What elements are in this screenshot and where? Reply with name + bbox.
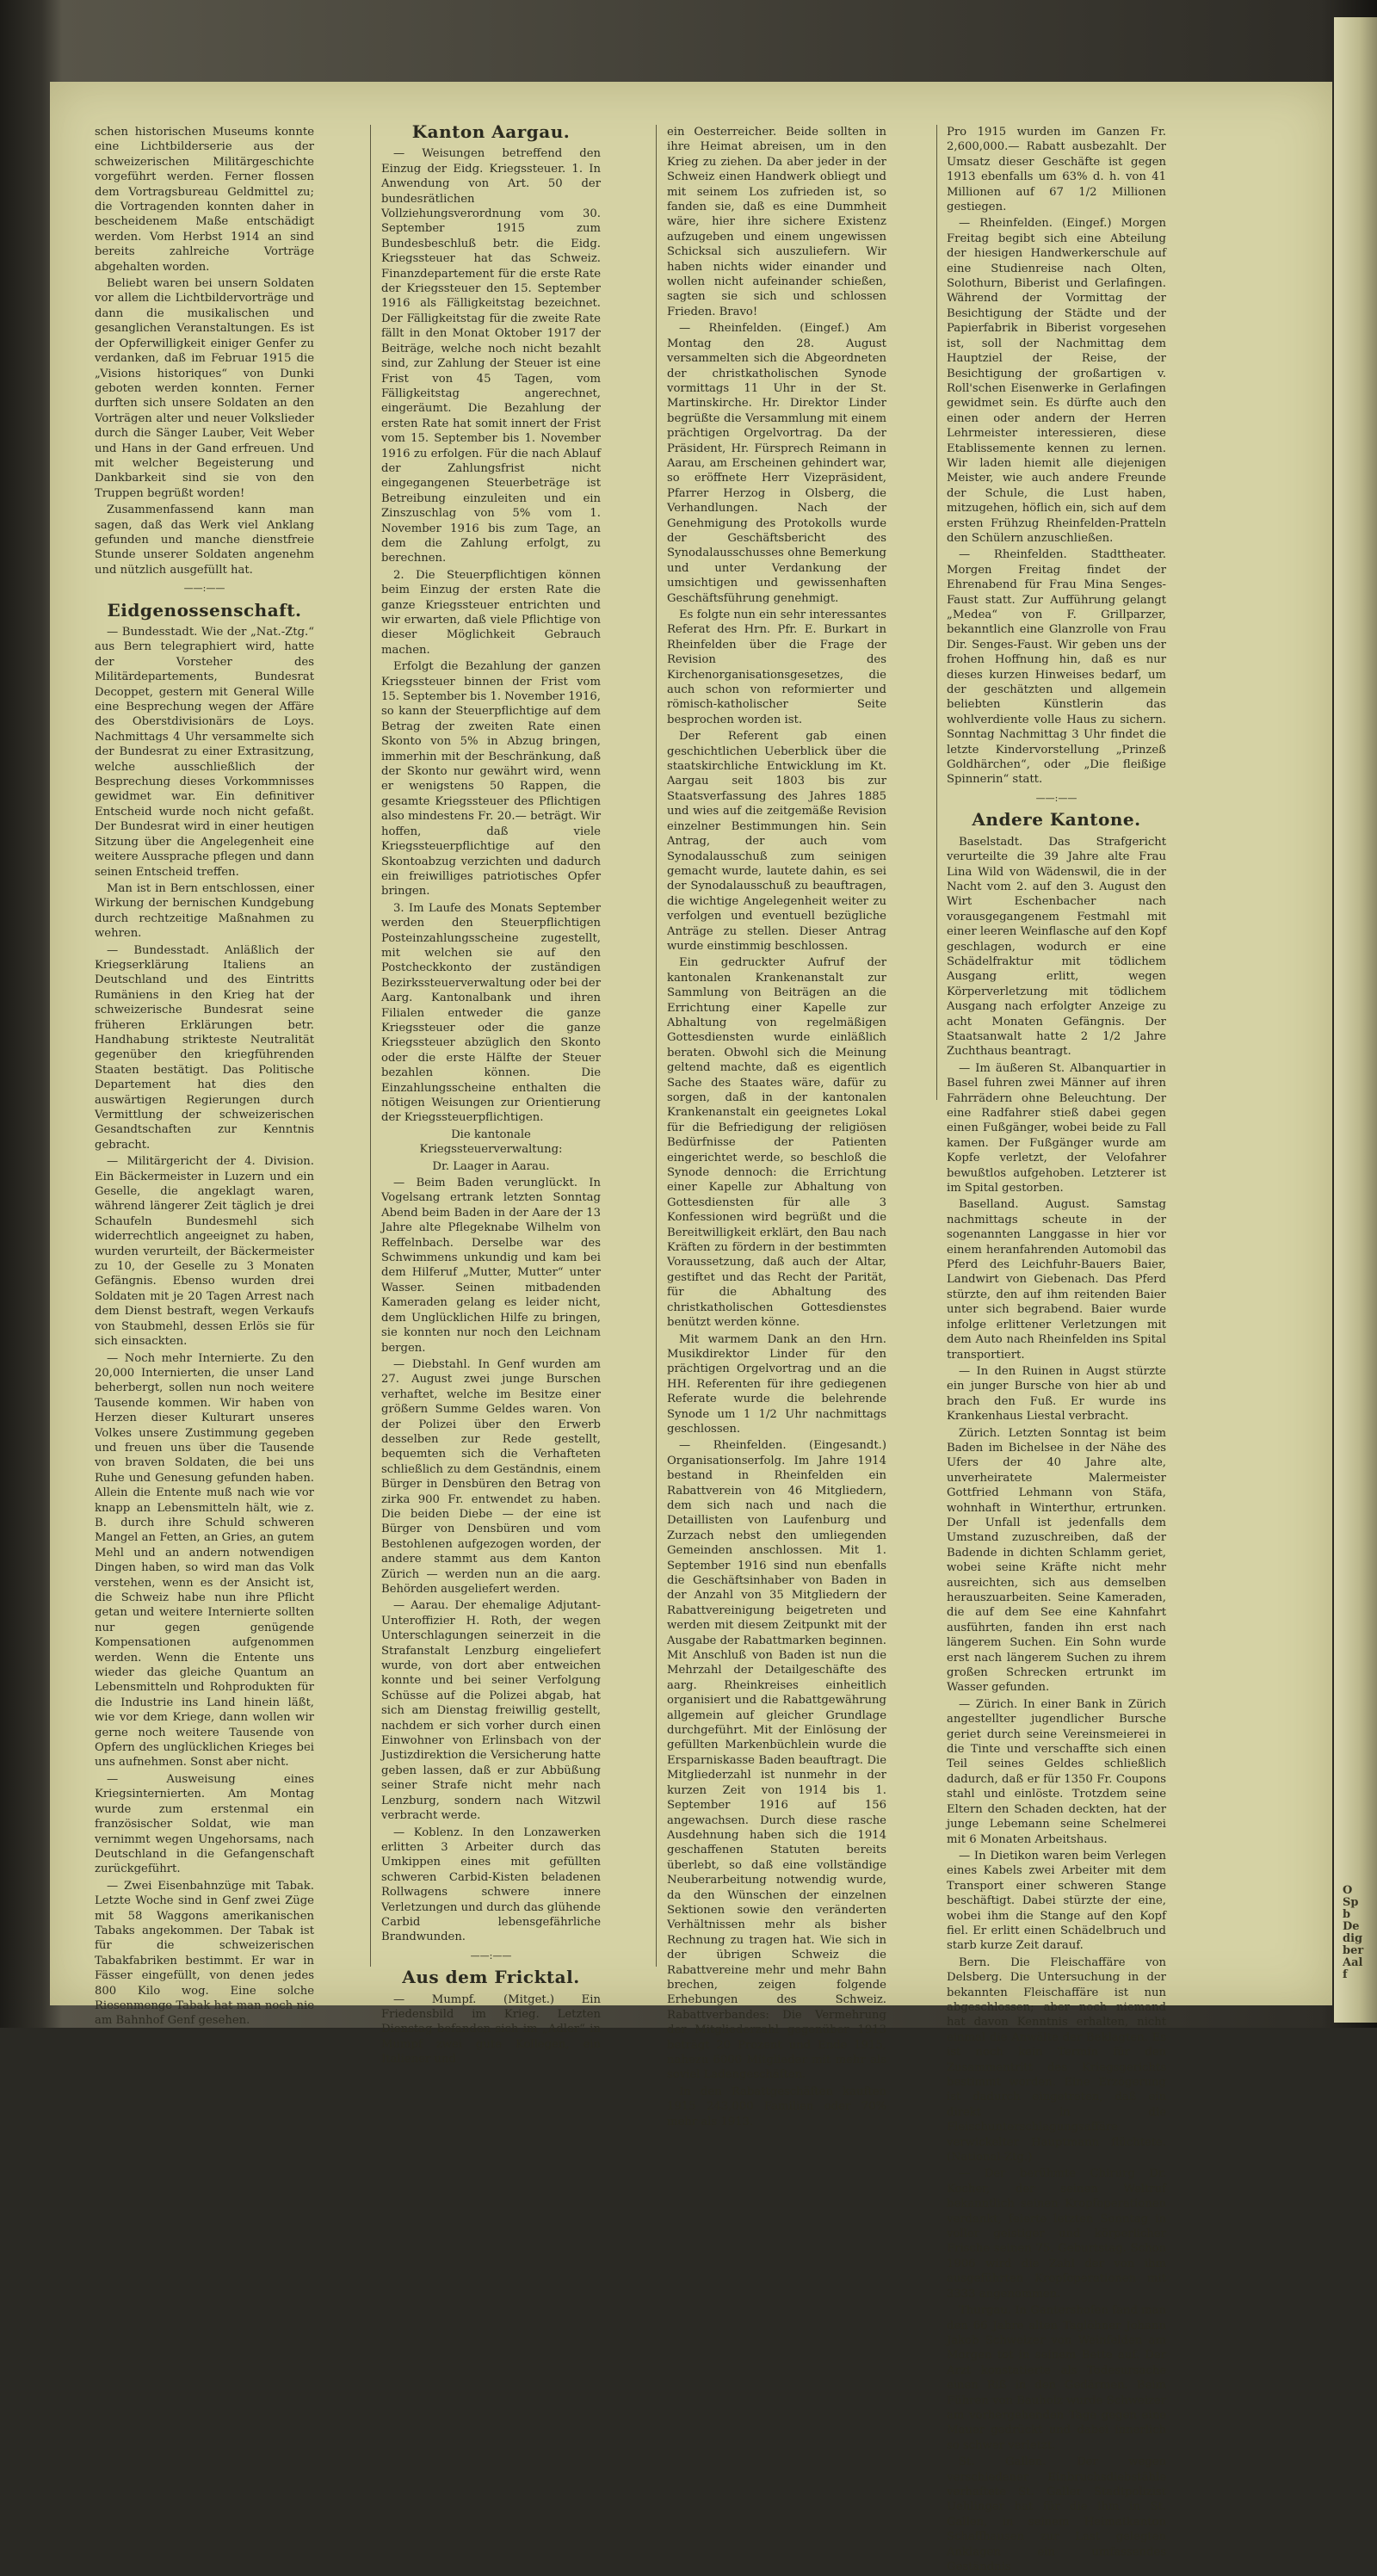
paragraph: Ein gedruckter Aufruf der kantonalen Krankenanstalt zur Sammlung von Beiträgen an die Errichtung einer Kapelle zur Abhaltung von regelmäßigen Gottesdiensten wurde einläßlich beraten. Obwohl sich die Meinung geltend machte, daß es eigentlich Sache des Staates wäre, dafür zu sorgen, daß in der kantonalen Krankenanstalt ein geeignetes Lokal für die Befriedigung der religiösen Bedürfnisse der Patienten eingerichtet werde, so beschloß die Synode dennoch: die Errichtung einer Kapelle zur Abhaltung von Gottesdiensten für alle 3 Konfessionen wird begrüßt und die Bereitwilligkeit erklärt, den Bau nach Kräften zu fördern in der bestimmten Voraussetzung, daß auch der Altar, gestiftet und das Recht der Parität, für die Abhaltung des christkatholischen Gottesdienstes benützt werden könne. — [667, 956, 886, 1330]
section-divider: ——:—— — [470, 1949, 512, 1961]
paragraph: — Der berühmte Chirurg Dr. Kocher, der seinen Weltruf bekanntlich seinen Kropfoperationen verdankt, feierte letzten Sonntag in voller geistiger und körperlicher Frische seinen 75. Geburtstag. Schon 1906 wird die Zahl der von ihm ausgeführten Kropfoperationen mit 3333 angenommen. — [947, 2167, 1166, 2301]
paragraph: — Beim Baden verunglückt. In Vogelsang ertrank letzten Sonntag Abend beim Baden in der Aare der 13 Jahre alte Pflegeknabe Wilhelm von Reffelnbach. Derselbe war des Schwimmens unkundig und kam bei dem Hilferuf „Mutter, Mutter“ unter Wasser. Seinen mitbadenden Kameraden gelang es leider nicht, dem Unglücklichen Hilfe zu bringen, sie konnten nur noch den Leichnam bergen. — [381, 1177, 601, 1355]
paragraph: — Zürich. In einer Bank in Zürich angestellter jugendlicher Bursche geriet durch seine Vereinsmeierei in die Tinte und verschaffte sich einen Teil seines Geldes schließlich dadurch, daß er für 1350 Fr. Coupons stahl und einlöste. Trotzdem seine Eltern den Schaden deckten, hat der junge Lebemann seine Schelmerei mit 6 Monaten Arbeitshaus. — [947, 1697, 1166, 1846]
paragraph: Baselstadt. Das Strafgericht verurteilte die 39 Jahre alte Frau Lina Wild von Wädenswil, die in der Nacht vom 2. auf den 3. August den Wirt Eschenbacher nach vorausgegangenem Festmahl mit einer leeren Weinflasche auf den Kopf geschlagen, wodurch er eine Schädelfraktur mit tödlichem Ausgang erlitt, wegen Körperverletzung mit tödlichem Ausgang nach erfolgter Anzeige zu acht Monaten Gefängnis. Der Staatsanwalt hatte 2 1/2 Jahre Zuchthaus beantragt. — [947, 835, 1166, 1059]
paragraph: — Diebstahl. In Genf wurden am 27. August zwei junge Burschen verhaftet, welche im Besitze einer größern Summe Geldes waren. Von der Polizei über den Erwerb desselben zur Rede gestellt, bequemten sich die Verhafteten schließlich zu dem Geständnis, einem Bürger in Densbüren den Betrag von zirka 900 Fr. entwendet zu haben. Die beiden Diebe — der eine ist Bürger von Densbüren und vom Bestohlenen aufgezogen worden, der andere stammt aus dem Kanton Zürich — werden nun an die aarg. Behörden ausgeliefert werden. — [381, 1357, 601, 1596]
paragraph: Erfolgt die Bezahlung der ganzen Kriegssteuer binnen der Frist vom 15. September bis 1. November 1916, so kann der Steuerpflichtige auf dem Betrag der zweiten Rate einen Skonto von 5% in Abzug bringen, immerhin mit der Beschränkung, daß der Skonto nur gewährt wird, wenn er wenigstens 50 Rappen, die gesamte Kriegssteuer des Pflichtigen also mindestens Fr. 20.— beträgt. Wir hoffen, daß viele Kriegssteuerpflichtige auf den Skontoabzug verzichten und dadurch ein freiwilliges patriotisches Opfer bringen. — [381, 660, 601, 899]
paragraph: Der Referent gab einen geschichtlichen Ueberblick über die staatskirchliche Entwicklung im Kt. Aargau seit 1803 bis zur Staatsverfassung des Jahres 1885 und wies auf die zeitgemäße Revision einzelner Bestimmungen hin. Sein Antrag, der auch vom Synodalausschuß zum seinigen gemacht wurde, lautete dahin, es sei der Synodalausschuß zu beauftragen, die wichtige Angelegenheit weiter zu verfolgen und eventuell bezügliche Anträge zu stellen. Dieser Antrag wurde einstimmig beschlossen. — [667, 730, 886, 953]
column-rule — [370, 125, 371, 1967]
paragraph: Zürich. Letzten Sonntag ist beim Baden im Bichelsee in der Nähe des Ufers der 40 Jahre alte, unverheiratete Malermeister Gottfried Lehmann von Stäfa, wohnhaft in Winterthur, ertrunken. Der Unfall ist jedenfalls dem Umstand zuzuschreiben, daß der Badende in dichten Schlamm geriet, wobei seine Kräfte nicht mehr ausreichten, sich aus demselben herauszuarbeiten. Seine Kameraden, die auf dem See eine Kahnfahrt ausführten, fanden ihn erst nach längerem Suchen. Ein Sohn wurde erst nach längerem Suchen zu ihrem großen Schrecken ertrunkt im Wasser gefunden. — [947, 1426, 1166, 1695]
adjacent-page-edge — [1334, 17, 1377, 2023]
section-heading: Andere Kantone. — [972, 809, 1141, 831]
paragraph: — In Dietikon waren beim Verlegen eines Kabels zwei Arbeiter mit dem Transport einer schweren Stange beschäftigt. Dabei stürzte der eine, wobei ihm die Stange auf den Kopf fiel. Er erlitt einen Schädelbruch und starb kurze Zeit darauf. — [947, 1849, 1166, 1953]
paragraph: — Noch mehr Internierte. Zu den 20,000 Internierten, die unser Land beherbergt, sollen nun noch weitere Tausende kommen. Wir haben von Herzen dieser Kulturart unseres Volkes unsere Zustimmung gegeben und freuen uns über die Tausende von braven Soldaten, die bei uns Ruhe und Genesung gefunden haben. Allein die Entente muß nach wie vor knapp an Lebensmitteln hält, wie z. B. durch ihre Schuld schweren Mangel an Fetten, an Gries, an gutem Mehl und an andern notwendigen Dingen haben, so wird man das Volk verstehen, wenn es der Ansicht ist, die Schweiz habe nun ihre Pflicht getan und weitere Internierte sollten nur gegen genügende Kompensationen aufgenommen werden. Wenn die Entente uns wieder das gleiche Quantum an Lebensmitteln und Rohprodukten für die Industrie ins Land hinein läßt, wie vor dem Kriege, dann wollen wir gerne noch weitere Tausende von Opfern des unglücklichen Krieges bei uns aufnehmen. Sonst aber nicht. — [95, 1351, 314, 1770]
paragraph: Man ist in Bern entschlossen, einer Wirkung der bernischen Kundgebung durch rechtzeitige Maßnahmen zu wehren. — [95, 881, 314, 941]
column-4 — [947, 125, 1166, 2576]
signature-line: Die kantonale Kriegssteuerverwaltung: — [419, 1127, 563, 1157]
paragraph: — Bundesstadt. Wie der „Nat.-Ztg.“ aus Bern telegraphiert wird, hatte der Vorsteher des Militärdepartements, Bundesrat Decoppet, gestern mit General Wille eine Besprechung wegen der Affäre des Oberstdivisionärs de Loys. Nachmittags 4 Uhr versammelte sich der Bundesrat zu einer Extrasitzung, welche ausschließlich der Besprechung dieses Vorkommnisses gewidmet war. Ein definitiver Entscheid wurde noch nicht gefaßt. Der Bundesrat wird in einer heutigen Sitzung über die Angelegenheit eine weitere Aussprache pflegen und dann seinen Entscheid treffen. — [95, 626, 314, 879]
paragraph: — Ausweisung eines Kriegsinternierten. Am Montag wurde zum erstenmal ein französischer Soldat, wie man vernimmt wegen Ungehorsams, nach Deutschland in die Gefangenschaft zurückgeführt. — [95, 1772, 314, 1876]
section-heading: Eidgenossenschaft. — [107, 599, 302, 621]
column-rule — [936, 125, 937, 1100]
paragraph: — Militärgericht der 4. Division. Ein Bäckermeister in Luzern und ein Geselle, die angeklagt waren, während längerer Zeit täglich je drei Schaufeln Bundesmehl sich widerrechtlich angeeignet zu haben, wurden verurteilt, der Bäckermeister zu 10, der Geselle zu 3 Monaten Gefängnis. Ebenso wurden drei Soldaten mit je 20 Tagen Arrest nach dem Dienst bestraft, wegen Verkaufs von Staubmehl, dessen Erlös sie für sich einsackten. — [95, 1155, 314, 1349]
section-divider: ——:—— — [183, 583, 225, 595]
paragraph: Beliebt waren bei unsern Soldaten vor allem die Lichtbildervorträge und dann die musikalischen und gesanglichen Veranstaltungen. Es ist der Opferwilligkeit einiger Genfer zu verdanken, daß im Februar 1915 die „Visions historiques“ von Dunki geboten werden konnten. Ferner durften sich unsere Soldaten an den Vorträgen alter und neuer Volkslieder durch die Sänger Lauber, Veit Weber und Hans in der Gand erfreuen. Und mit welcher Begeisterung und Dankbarkeit sind sie von den Truppen begrüßt worden! — [95, 277, 314, 500]
paragraph: — Rheinfelden. (Eingesandt.) Organisationserfolg. Im Jahre 1914 bestand in Rheinfelden ein Rabattverein von 46 Mitgliedern, dem sich nach und nach die Detaillisten von Laufenburg und Zurzach nebst den umliegenden Gemeinden anschlossen. Mit 1. September 1916 sind nun ebenfalls die Geschäftsinhaber von Baden in der Anzahl von 35 Mitgliedern der Rabattvereinigung beigetreten und werden mit diesem Zeitpunkt mit der Ausgabe der Rabattmarken beginnen. Mit Anschluß von Baden ist nun die Mehrzahl der Detailgeschäfte des aarg. Rheinkreises einheitlich organisiert und die Rabattgewährung allgemein auf gleicher Grundlage durchgeführt. Mit der Einlösung der gefüllten Markenbüchlein wurde die Ersparniskasse Baden beauftragt. Die Mitgliederzahl ist nunmehr in der kurzen Zeit von 1914 bis 1. September 1916 auf 156 angewachsen. Durch diese rasche Ausdehnung haben sich die 1914 geschaffenen Statuten bereits überlebt, so daß eine vollständige Neuberarbeitung notwendig wurde, da den Wünschen der einzelnen Sektionen sowie den veränderten Verhältnissen mehr als bisher Rechnung zu tragen hat. Wie sich in der übrigen Schweiz die Rabattvereine mehr und mehr Bahn brechen, zeigen folgende Erhebungen des Schweiz. Rabattverbandes: Die Vermehrung der Mitgliederzahl gegenüber 1913 beträgt 20 Prozent und Ende 1915, nahezu 6000 Mitglieder mit mehr als soviel Ladengeschäften. — [667, 1439, 886, 2082]
paragraph: — Rheinfelden. Stadttheater. Morgen Freitag findet der Ehrenabend für Frau Mina Senges-Faust statt. Zur Aufführung gelangt „Medea“ von F. Grillparzer, bekanntlich eine Glanzrolle von Frau Dir. Senges-Faust. Wir geben uns der frohen Hoffnung hin, daß es nur dieses kurzen Hinweises bedarf, um der geschätzten und allgemein beliebten Künstlerin das wohlverdiente volle Haus zu sichern. Sonntag Nachmittag 3 Uhr findet die letzte Kindervorstellung „Prinzeß Goldhärchen“, oder „Die fleißige Spinnerin“ statt. — [947, 548, 1166, 787]
paragraph: Thurgau. In Gantershofen fand man den 66 Jahre alten Taglöhner Johann Jakob Schweizer von Weinfelden am Morgen tot in seinem Bette auf. Der Arzt konstatierte als Todesursache einen Riß in den Gedärmen. Beim Führen von Bauholz wurde Schweizer am vorhergehenden Tage gegen eine Mauer gedrückt und dabei innerlich so schwer verletzt. — [947, 2304, 1166, 2452]
paragraph: — Bundesstadt. Anläßlich der Kriegserklärung Italiens an Deutschland und des Eintritts Rumäniens in den Krieg hat der schweizerische Bundesrat seine früheren Erklärungen betr. Handhabung strikteste Neutralität gegenüber den kriegführenden Staaten bestätigt. Das Politische Departement hat dies den auswärtigen Regierungen durch Vermittlung der schweizerischen Gesandtschaften zur Kenntnis gebracht. — [95, 943, 314, 1152]
section-heading: Kanton Aargau. — [411, 121, 571, 142]
paragraph: — Weisungen betreffend den Einzug der Eidg. Kriegssteuer. 1. In Anwendung von Art. 50 der bundesrätlichen Vollziehungsverordnung vom 30. September 1915 zum Bundesbeschluß betr. die Eidg. Kriegssteuer hat das Schweiz. Finanzdepartement für die erste Rate der Kriegssteuer den 15. September 1916 als Fälligkeitstag bezeichnet. Der Fälligkeitstag für die zweite Rate fällt in den Monat Oktober 1917 der Beiträge, welche noch nicht bezahlt sind, zur Zahlung der Steuer ist eine Frist von 45 Tagen, vom Fälligkeitstag angerechnet, eingeräumt. Die Bezahlung der ersten Rate hat somit innert der Frist vom 15. September bis 1. November 1916 zu erfolgen. Für die nach Ablauf der Zahlungsfrist nicht eingegangenen Steuerbeträge ist Betreibung einzuleiten und ein Zinszuschlag von 5% vom 1. November 1916 bis zum Tage, an dem die Zahlung erfolgt, zu berechnen. — [381, 147, 601, 565]
column-rule — [656, 125, 657, 1967]
paragraph: — Aarau. Der ehemalige Adjutant-Unteroffizier H. Roth, der wegen Unterschlagungen seinerzeit in die Strafanstalt Lenzburg eingeliefert wurde, von dort aber entweichen konnte und bei seiner Verfolgung Schüsse auf die Polizei abgab, hat sich am Dienstag freiwillig gestellt, nachdem er sich vorher durch einen Einwohner von Erlinsbach von der Justizdirektion die Versicherung hatte geben lassen, daß er zur Abbüßung seiner Strafe nicht mehr nach Lenzburg, sondern nach Witzwil verbracht werde. — [381, 1599, 601, 1823]
paragraph: 3. Im Laufe des Monats September werden den Steuerpflichtigen Posteinzahlungsscheine zugestellt, mit welchen sie auf den Postcheckkonto der zuständigen Bezirkssteuerverwaltung oder bei der Aarg. Kantonalbank und ihren Filialen entweder die ganze Kriegssteuer oder die ganze Kriegssteuer abzüglich den Skonto oder die erste Hälfte der Steuer bezahlen können. Die Einzahlungsscheine enthalten die nötigen Weisungen zur Orientierung der Kriegssteuerpflichtigen. — [381, 901, 601, 1125]
paragraph: Mit warmem Dank an den Hrn. Musikdirektor Linder für den prächtigen Orgelvortrag und an die HH. Referenten für ihre gediegenen Referate wurde die belehrende Synode um 1 1/2 Uhr nachmittags geschlossen. — [667, 1332, 886, 1436]
paragraph: — Rheinfelden. (Eingef.) Morgen Freitag begibt sich eine Abteilung der hiesigen Handwerkerschule auf eine Studienreise nach Olten, Solothurn, Biberist und Gerlafingen. Während der Vormittag der Besichtigung der Städte und der Papierfabrik in Biberist vorgesehen ist, soll der Nachmittag dem Hauptziel der Reise, der Besichtigung der großartigen v. Roll'schen Eisenwerke in Gerlafingen gewidmet sein. Es dürfte auch den einen oder andern der Herren Lehrmeister interessieren, diese Etablissemente kennen zu lernen. Wir laden hiemit alle diejenigen Meister, wie auch andere Freunde der Schule, die Lust haben, mitzugehen, höflich ein, sich auf dem ersten Frühzug Rheinfelden-Pratteln den Schülern anzuschließen. — [947, 217, 1166, 545]
paragraph: Bern. Die Fleischaffäre von Delsberg. Die Untersuchung in der bekannten Fleischaffäre ist nun abgeschlossen; aber noch niemand hat davon Kenntnis erhalten, nicht einmal die Anwälte der Beklagten. Es ist noch kein Termin für den Zusammentritt des Kriegsgerichts bestimmt worden. Eine Erzögerung ist dadurch eingetreten, daß ein direkt in die Fleischunterschlagungsaffäre verwickelter Hauptmann flüchtete. (National-Ztg.) — [947, 1955, 1166, 2165]
column-2 — [381, 121, 601, 2069]
adjacent-page-text: O Sp b De dig ber Aal f — [1343, 1884, 1364, 1981]
paragraph: schen historischen Museums konnte eine Lichtbilderserie aus der schweizerischen Militärgeschichte vorgeführt werden. Ferner flossen dem Vortragsbureau Geldmittel zu; die Vortragenden konnten daher in bescheidenem Maße entschädigt werden. Vom Herbst 1914 an sind bereits zahlreiche Vorträge abgehalten worden. — [95, 126, 314, 274]
paragraph: ein Oesterreicher. Beide sollten in ihre Heimat abreisen, um in den Krieg zu ziehen. Da aber jeder in der Schweiz einen Handwerk obliegt und mit seinem Los zufrieden ist, so fanden sie, daß es eine Dummheit wäre, hier ihre sichere Existenz aufzugeben und einem ungewissen Schicksal sich auszuliefern. Wir haben nichts wider einander und wollen nicht aufeinander schießen, sagten sie sich und schlossen Frieden. Bravo! — [667, 126, 886, 318]
paragraph: Es folgte nun ein sehr interessantes Referat des Hrn. Pfr. E. Burkart in Rheinfelden über die Frage der Revision des Kirchenorganisationsgesetzes, die auch schon von reformierter und römisch-katholischer Seite besprochen worden ist. — [667, 608, 886, 726]
paragraph: St. Gallen. Der wegen verschiedener Einbruchsdiebstähle verhaftete St. Galler Stadtpolizist Uehlinger hat für die ihm in St. Gallen, in seinem Heimatkanton Schaffhausen zur Last gelegten Anklagen ein umfassendes Geständnis — [947, 2456, 1166, 2573]
paragraph: Baselland. August. Samstag nachmittags scheute in der sogenannten Langgasse in hier vor einem heranfahrenden Automobil das Pferd des Leichfuhr-Bauers Baier, Landwirt von Giebenach. Das Pferd stürzte, den auf ihm reitenden Baier unter sich begrabend. Baier wurde infolge erlittener Verletzungen mit dem Auto nach Rheinfelden ins Spital transportiert. — [947, 1198, 1166, 1362]
paragraph: In den Rabattgeschäften kauften 1915 243,000 Familien oder 70% mehr als 1913. — [667, 2085, 886, 2128]
paragraph: — Rheinfelden. (Eingef.) Am Montag den 28. August versammelten sich die Abgeordneten der christkatholischen Synode vormittags 11 Uhr in der St. Martinskirche. Hr. Direktor Linder begrüßte die Versammlung mit einem prächtigen Orgelvortrag. Da der Präsident, Hr. Fürsprech Reimann in Aarau, am Erscheinen gehindert war, so eröffnete Herr Vizepräsident, Pfarrer Herzog in Olsberg, die Verhandlungen. Nach der Genehmigung des Protokolls wurde der Geschäftsbericht des Synodalausschusses ohne Bemerkung und unter Verdankung der umsichtigen und gewissenhaften Geschäftsführung genehmigt. — [667, 322, 886, 605]
paragraph: — In den Ruinen in Augst stürzte ein junger Bursche von hier ab und brach den Fuß. Er wurde ins Krankenhaus Liestal verbracht. — [947, 1364, 1166, 1424]
paragraph: Pro 1915 wurden im Ganzen Fr. 2,600,000.— Rabatt ausbezahlt. Der Umsatz dieser Geschäfte ist gegen 1913 ebenfalls um 63% d. h. von 41 Millionen auf 67 1/2 Millionen gestiegen. — [947, 126, 1166, 214]
column-3 — [667, 125, 886, 2131]
paragraph: — Im äußeren St. Albanquartier in Basel fuhren zwei Männer auf ihren Fahrrädern ohne Beleuchtung. Der eine Radfahrer stieß dabei gegen einen Fußgänger, wobei beide zu Fall kamen. Der Fußgänger wurde am Kopfe verletzt, der Velofahrer bewußtlos aufgehoben. Letzterer ist im Spital gestorben. — [947, 1061, 1166, 1195]
paragraph: — Zwei Eisenbahnzüge mit Tabak. Letzte Woche sind in Genf zwei Züge mit 58 Waggons amerikanischen Tabaks angekommen. Der Tabak ist für die schweizerischen Tabakfabriken bestimmt. Er war in Fässer eingefüllt, von denen jedes 800 Kilo wog. Eine solche Riesenmenge Tabak hat man noch nie am Bahnhof Genf gesehen. — [95, 1879, 314, 2028]
paragraph: 2. Die Steuerpflichtigen können beim Einzug der ersten Rate die ganze Kriegssteuer entrichten und wir erwarten, daß viele Pflichtige von dieser Möglichkeit Gebrauch machen. — [381, 568, 601, 657]
paragraph: — Koblenz. In den Lonzawerken erlitten 3 Arbeiter durch das Umkippen eines mit gefüllten schweren Carbid-Kisten beladenen Rollwagens schwere innere Verletzungen und durch das glühende Carbid lebensgefährliche Brandwunden. — [381, 1825, 601, 1944]
column-1 — [95, 125, 314, 2030]
paragraph: Zusammenfassend kann man sagen, daß das Werk viel Anklang gefunden und manche dienstfreie Stunde unserer Soldaten angenehm und nützlich ausgefüllt hat. — [95, 503, 314, 577]
signature-name: Dr. Laager in Aarau. — [432, 1159, 550, 1173]
section-divider: ——:—— — [1035, 792, 1078, 804]
paragraph: — Mumpf. (Mitget.) Ein Friedensbild im Krieg. Letzten Dienstag befanden sich im „Adler“ in Mumpf zwei gute Kollegen, ein Italiener und — [381, 1992, 601, 2066]
section-heading: Aus dem Fricktal. — [402, 1967, 580, 1988]
